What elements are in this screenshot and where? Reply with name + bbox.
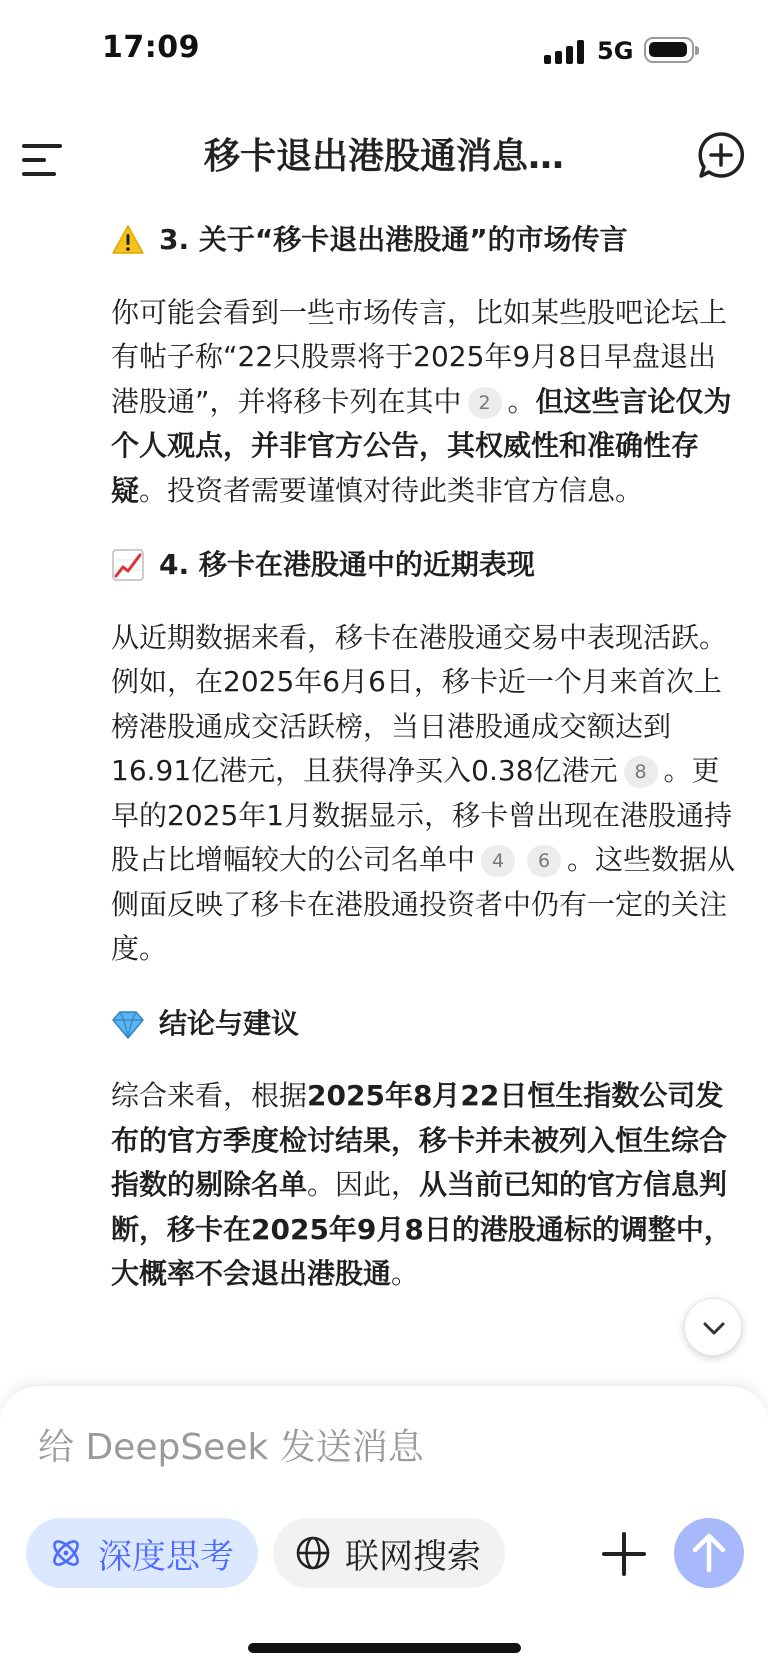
citation-badge[interactable]: 8 — [624, 756, 658, 788]
chart-up-icon — [111, 548, 145, 582]
network-type: 5G — [597, 37, 634, 65]
paragraph — [111, 616, 741, 972]
citation-badge[interactable]: 2 — [468, 387, 502, 419]
paragraph-text: 。这些数据从侧面反映了移卡在港股通投资者中仍有一定的关注度。 — [111, 843, 736, 965]
bold-text: 从当前已知的官方信息判断，移卡在2025年9月8日的港股通标的调整中，大概率不会退出港股通 — [111, 1168, 732, 1290]
gem-icon — [111, 1007, 145, 1041]
section-heading-text: 3. 关于“移卡退出港股通”的市场传言 — [159, 223, 628, 256]
paragraph-text: 从近期数据来看，移卡在港股通交易中表现活跃。例如，在2025年6月6日，移卡近一个月来首次上榜港股通成交活跃榜，当日港股通成交额达到16.91亿港元，且获得净买入0.38亿港元 — [111, 620, 728, 787]
status-time: 17:09 — [102, 30, 200, 65]
section-heading — [111, 543, 741, 588]
paragraph — [111, 1074, 741, 1297]
paragraph-text: 。因此， — [307, 1168, 420, 1201]
menu-icon[interactable] — [22, 136, 66, 176]
section-heading-text: 4. 移卡在港股通中的近期表现 — [159, 548, 535, 581]
home-indicator — [248, 1643, 521, 1653]
section-heading-text: 结论与建议 — [159, 1006, 300, 1040]
paragraph-text: 你可能会看到一些市场传言，比如某些股吧论坛上有帖子称“22只股票将于2025年9月8日早盘退出港股通”，并将移卡列在其中 — [111, 295, 728, 418]
paragraph-text: 。更早的2025年1月数据显示，移卡曾出现在港股通持股占比增幅较大的公司名单中 — [111, 754, 733, 876]
bold-text: 但这些言论仅为个人观点，并非官方公告，其权威性和准确性存疑 — [111, 384, 732, 507]
message-composer — [0, 1385, 768, 1666]
status-bar — [0, 0, 768, 100]
assistant-message — [111, 218, 741, 1297]
globe-icon — [295, 1535, 331, 1571]
web-search-toggle[interactable] — [273, 1518, 505, 1588]
battery-icon — [644, 37, 694, 63]
bold-text: 2025年8月22日恒生指数公司发布的官方季度检讨结果，移卡并未被列入恒生综合指数的剔除名单 — [111, 1079, 728, 1201]
chevron-down-icon — [685, 1299, 743, 1357]
paragraph-text: 。 — [391, 1257, 420, 1290]
citation-badge[interactable]: 4 — [481, 845, 515, 877]
section-heading — [111, 218, 741, 263]
deep-think-toggle[interactable] — [26, 1518, 258, 1588]
arrow-up-icon — [674, 1518, 744, 1588]
message-input[interactable] — [36, 1426, 720, 1469]
paragraph-text: 综合来看，根据 — [111, 1079, 308, 1112]
deep-think-label: 深度思考 — [98, 1536, 234, 1577]
atom-icon — [48, 1535, 84, 1571]
paragraph — [111, 291, 741, 514]
scroll-to-bottom-button[interactable] — [684, 1298, 742, 1356]
paragraph-text: 。投资者需要谨慎对待此类非官方信息。 — [139, 473, 644, 507]
send-button[interactable] — [674, 1518, 744, 1588]
new-chat-icon[interactable] — [696, 130, 746, 180]
warning-icon — [111, 223, 145, 257]
content-fade — [0, 1340, 768, 1380]
page-title: 移卡退出港股通消息… — [203, 136, 564, 177]
chat-header — [0, 110, 768, 200]
section-heading — [111, 1002, 741, 1047]
signal-icon — [544, 40, 584, 64]
add-attachment-icon[interactable] — [598, 1528, 650, 1580]
citation-badge[interactable]: 6 — [527, 845, 561, 877]
web-search-label: 联网搜索 — [345, 1536, 481, 1577]
paragraph-text: 。 — [507, 384, 536, 418]
